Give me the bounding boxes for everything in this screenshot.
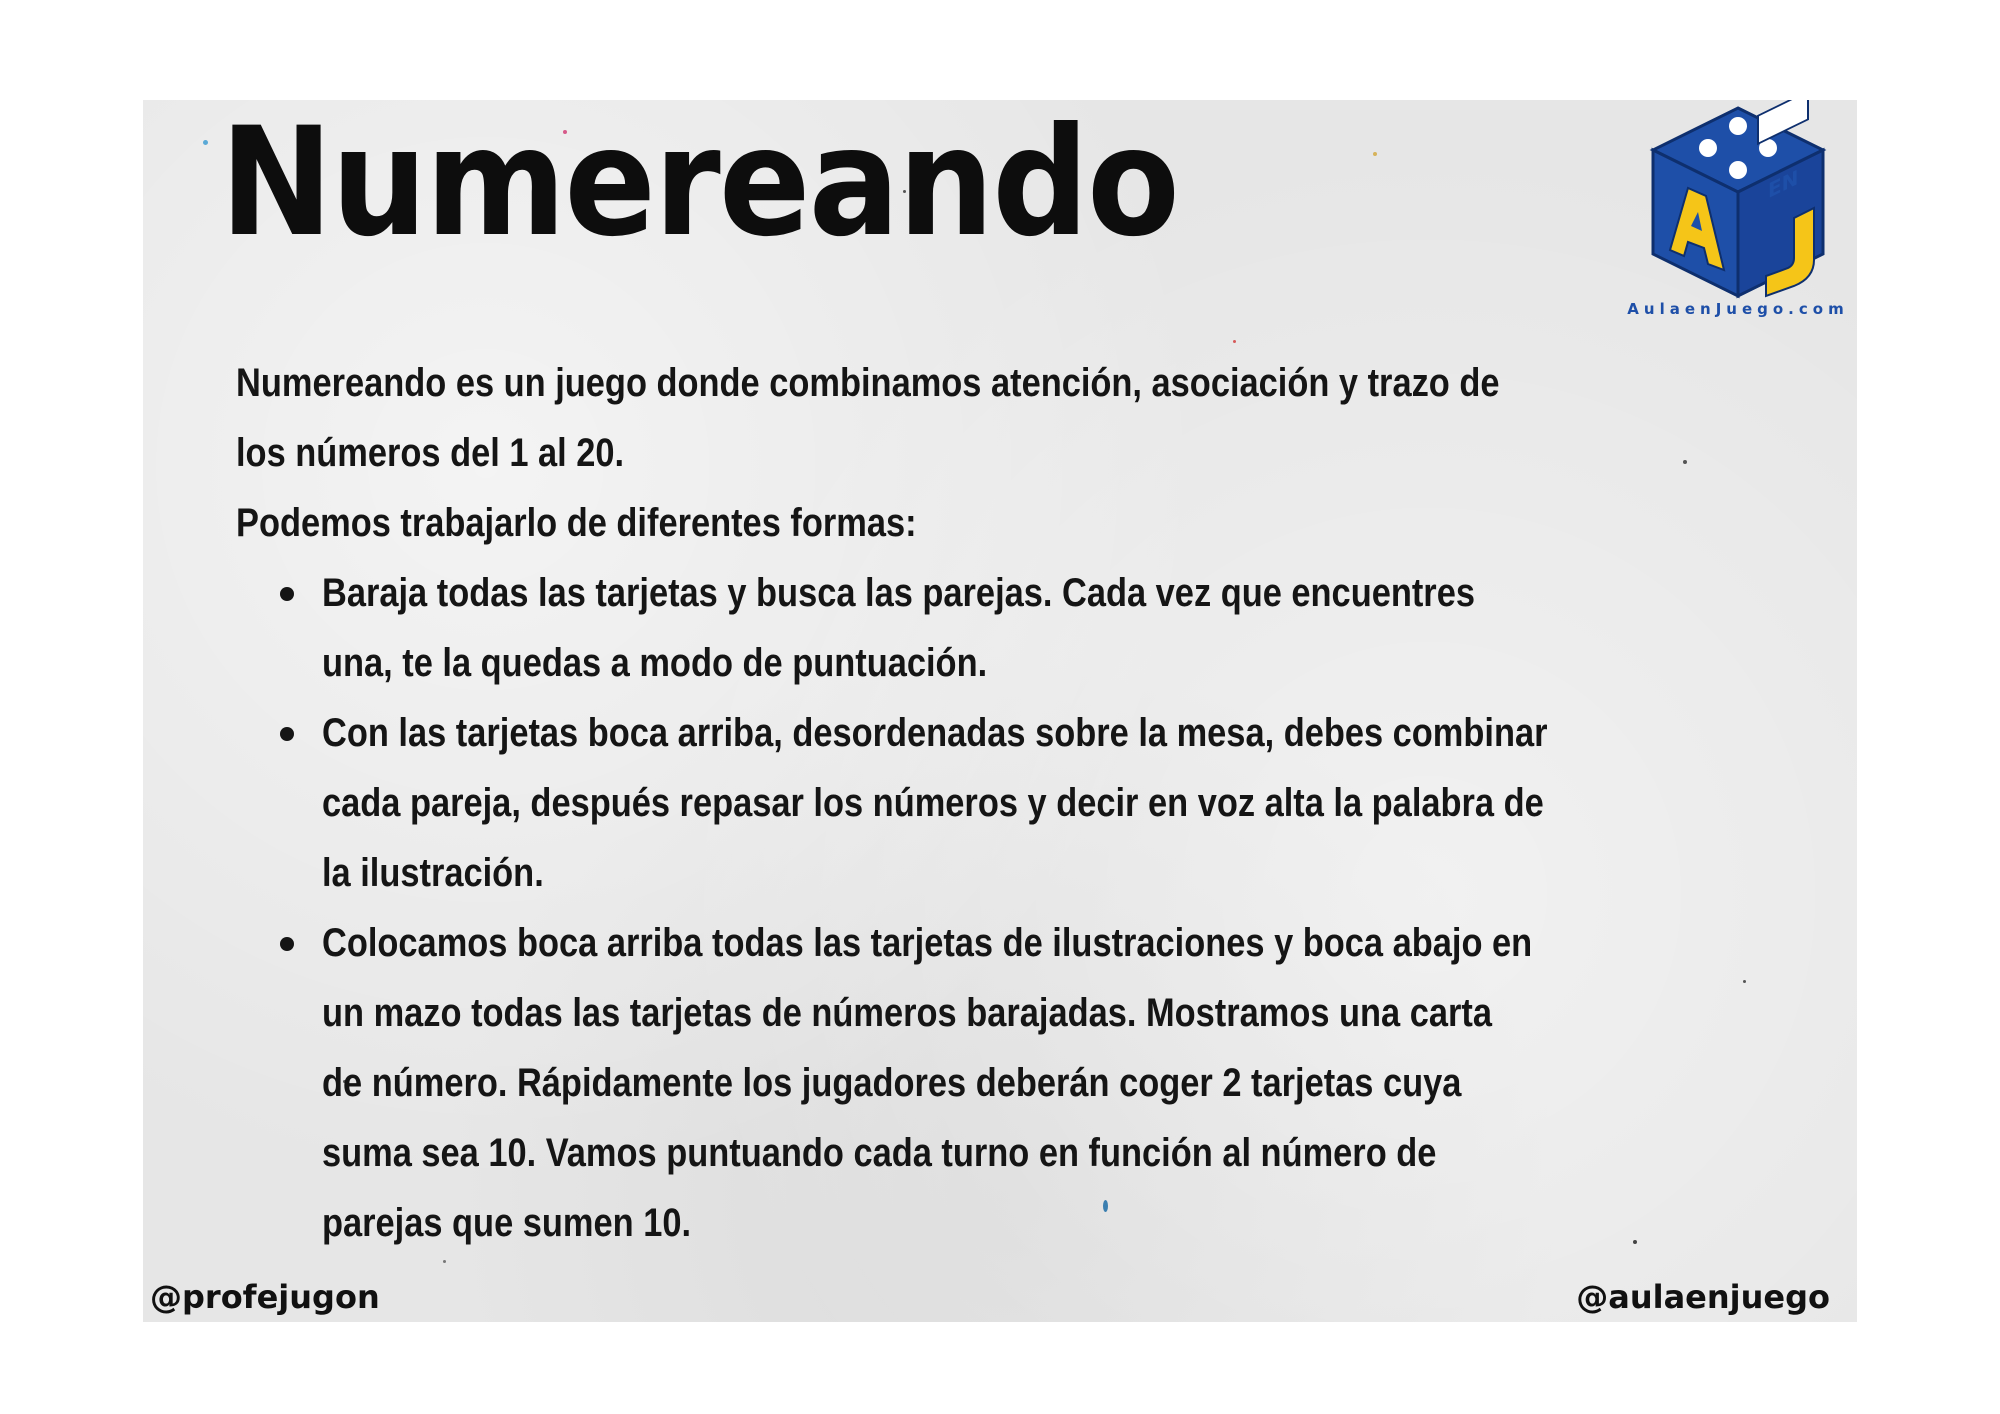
bullet-3-line-3: de número. Rápidamente los jugadores deberán coger 2 tarjetas cuya bbox=[322, 1061, 1462, 1105]
list-item bbox=[236, 908, 1796, 1258]
logo-en-text: EN bbox=[1768, 164, 1799, 204]
intro-line-2: los números del 1 al 20. bbox=[236, 431, 625, 475]
list-item bbox=[236, 698, 1796, 908]
game-modes-list bbox=[236, 558, 1796, 1258]
intro-line-3: Podemos trabajarlo de diferentes formas: bbox=[236, 501, 917, 545]
profejugon-handle: @profejugon bbox=[150, 1278, 380, 1316]
bullet-icon bbox=[280, 937, 294, 951]
bullet-3-line-5: parejas que sumen 10. bbox=[322, 1201, 692, 1245]
bullet-2-line-3: la ilustración. bbox=[322, 851, 544, 895]
intro-line-1: Numereando es un juego donde combinamos atención, asociación y trazo de bbox=[236, 361, 1500, 405]
bullet-1-line-2: una, te la quedas a modo de puntuación. bbox=[322, 641, 988, 685]
bullet-2-line-1: Con las tarjetas boca arriba, desordenadas sobre la mesa, debes combinar bbox=[322, 711, 1548, 755]
list-item bbox=[236, 558, 1796, 698]
die-logo-icon bbox=[1618, 100, 1858, 326]
bullet-3-line-2: un mazo todas las tarjetas de números barajadas. Mostramos una carta bbox=[322, 991, 1492, 1035]
bullet-icon bbox=[280, 727, 294, 741]
bullet-3-line-1: Colocamos boca arriba todas las tarjetas de ilustraciones y boca abajo en bbox=[322, 921, 1533, 965]
description-body bbox=[236, 348, 1796, 1258]
aulaenjuego-handle: @aulaenjuego bbox=[1576, 1278, 1830, 1316]
bullet-3-line-4: suma sea 10. Vamos puntuando cada turno en función al número de bbox=[322, 1131, 1437, 1175]
aulaenjuego-logo bbox=[1618, 100, 1858, 326]
logo-caption: AulaenJuego.com bbox=[1627, 300, 1849, 318]
bullet-2-line-2: cada pareja, después repasar los números y decir en voz alta la palabra de bbox=[322, 781, 1544, 825]
bullet-icon bbox=[280, 587, 294, 601]
page-title: Numereando bbox=[220, 96, 1179, 270]
bullet-1-line-1: Baraja todas las tarjetas y busca las parejas. Cada vez que encuentres bbox=[322, 571, 1475, 615]
